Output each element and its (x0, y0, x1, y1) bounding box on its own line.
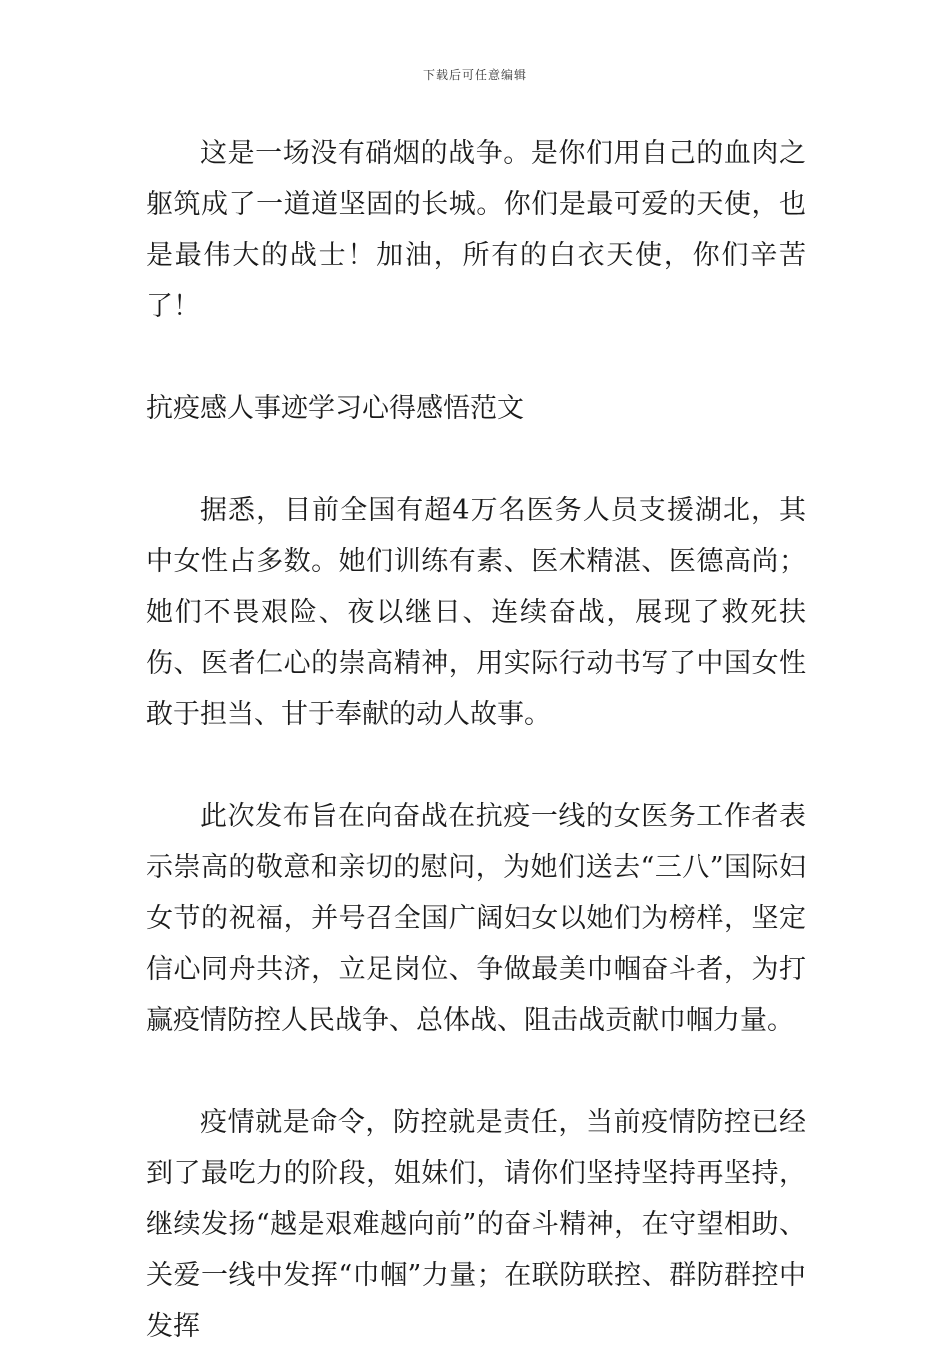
paragraph-3: 此次发布旨在向奋战在抗疫一线的女医务工作者表示崇高的敬意和亲切的慰问，为她们送去“三八”国际妇女节的祝福，并号召全国广阔妇女以她们为榜样，坚定信心同舟共济，立足岗位、争做最美巾帼奋斗者，为打赢疫情防控人民战争、总体战、阻击战贡献巾帼力量。 (146, 801, 806, 1036)
paragraph-1: 这是一场没有硝烟的战争。是你们用自己的血肉之躯筑成了一道道坚固的长城。你们是最可爱的天使，也是最伟大的战士！加油，所有的白衣天使，你们辛苦了！ (146, 138, 806, 322)
paragraph-gap (146, 1046, 806, 1097)
document-body (146, 128, 806, 1352)
paragraph-4: 疫情就是命令，防控就是责任，当前疫情防控已经到了最吃力的阶段，姐妹们，请你们坚持坚持再坚持，继续发扬“越是艰难越向前”的奋斗精神，在守望相助、关爱一线中发挥“巾帼”力量；在联防联控、群防群控中发挥 (146, 1107, 806, 1342)
section-title: 抗疫感人事迹学习心得感悟范文 (146, 393, 524, 424)
paragraph-gap (146, 332, 806, 383)
header-note: 下载后可任意编辑 (422, 68, 527, 82)
paragraph-gap (146, 434, 806, 485)
paragraph-gap (146, 740, 806, 791)
paragraph-2: 据悉，目前全国有超4万名医务人员支援湖北，其中女性占多数。她们训练有素、医术精湛、医德高尚；她们不畏艰险、夜以继日、连续奋战，展现了救死扶伤、医者仁心的崇高精神，用实际行动书写了中国女性敢于担当、甘于奉献的动人故事。 (146, 495, 806, 730)
